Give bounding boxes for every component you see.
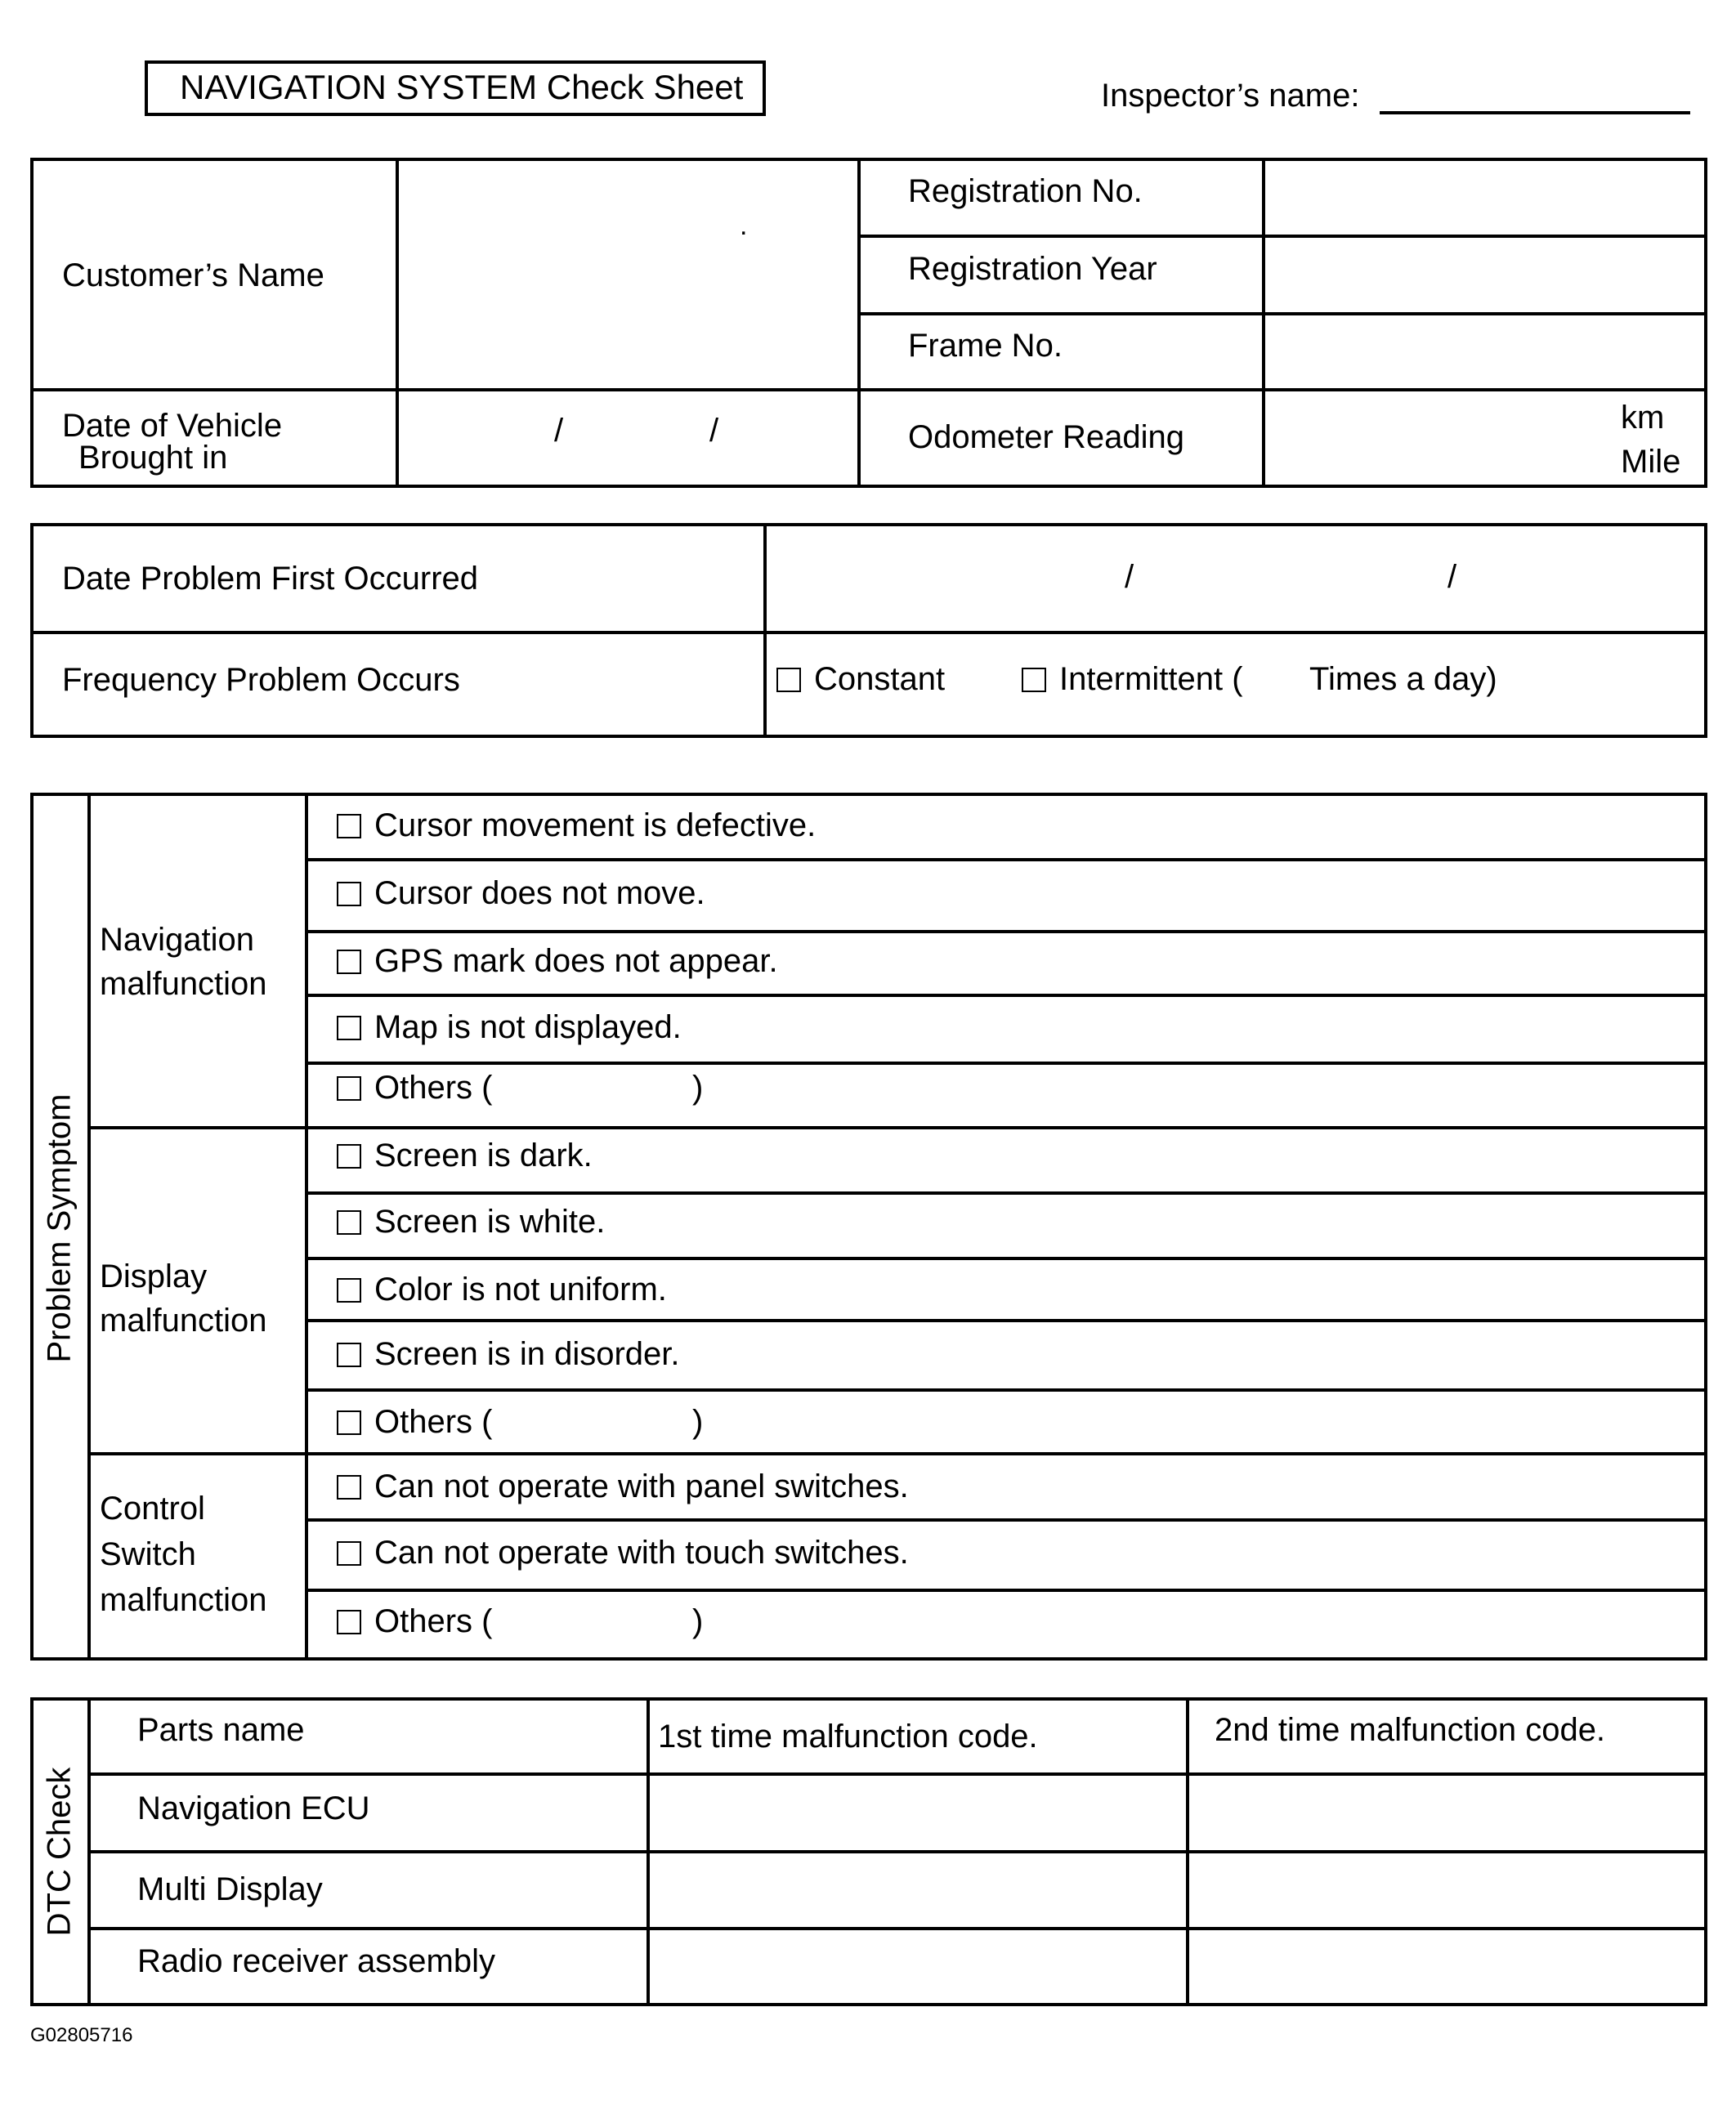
dtc-check-section-label: DTC Check [41, 1767, 78, 1937]
registration-no-label: Registration No. [908, 173, 1143, 209]
second-code-field[interactable] [1191, 1855, 1704, 1924]
dtc-header-first-code: 1st time malfunction code. [658, 1719, 1038, 1755]
others-field[interactable] [507, 1067, 687, 1116]
constant-checkbox[interactable] [776, 668, 801, 692]
frequency-label: Frequency Problem Occurs [62, 662, 460, 698]
control-switch-malfunction-label-3: malfunction [100, 1582, 267, 1618]
symptom-checkbox[interactable] [337, 1610, 361, 1634]
others-close: ) [692, 1404, 704, 1440]
symptom-item: Can not operate with panel switches. [374, 1468, 909, 1504]
symptom-item: Can not operate with touch switches. [374, 1535, 909, 1571]
first-code-field[interactable] [651, 1932, 1183, 2003]
dtc-header-parts-name: Parts name [137, 1712, 305, 1748]
symptom-item: Map is not displayed. [374, 1009, 682, 1045]
others-field[interactable] [507, 1399, 687, 1448]
symptom-checkbox[interactable] [337, 1144, 361, 1169]
customer-name-field[interactable] [400, 163, 854, 385]
symptom-checkbox[interactable] [337, 1475, 361, 1500]
symptom-item: Cursor movement is defective. [374, 807, 817, 843]
symptom-item: GPS mark does not appear. [374, 943, 778, 979]
control-switch-malfunction-label-1: Control [100, 1491, 205, 1527]
symptom-item: Color is not uniform. [374, 1272, 667, 1308]
others-label: Others ( [374, 1603, 493, 1639]
symptom-checkbox[interactable] [337, 1410, 361, 1435]
dtc-part-name: Navigation ECU [137, 1790, 370, 1826]
symptom-checkbox[interactable] [337, 1343, 361, 1367]
odometer-field[interactable] [1267, 393, 1594, 485]
registration-year-label: Registration Year [908, 251, 1157, 287]
intermittent-checkbox[interactable] [1022, 668, 1046, 692]
customer-name-label: Customer’s Name [62, 257, 324, 293]
unit-km: km [1621, 400, 1665, 436]
symptom-checkbox[interactable] [337, 814, 361, 838]
intermittent-label: Intermittent ( [1059, 661, 1243, 697]
first-occurred-separator-1: / [1125, 559, 1134, 595]
symptom-checkbox[interactable] [337, 1278, 361, 1303]
symptom-checkbox[interactable] [337, 882, 361, 906]
symptom-item: Screen is white. [374, 1204, 606, 1240]
navigation-malfunction-label-1: Navigation [100, 922, 255, 958]
symptom-checkbox[interactable] [337, 1541, 361, 1566]
date-brought-field[interactable] [400, 393, 854, 485]
figure-code: G02805716 [30, 2024, 133, 2046]
symptom-checkbox[interactable] [337, 950, 361, 974]
navigation-malfunction-label-2: malfunction [100, 966, 267, 1002]
problem-symptom-table [30, 793, 1707, 1661]
inspector-name-field[interactable] [1380, 111, 1690, 114]
constant-label: Constant [814, 661, 946, 697]
others-close: ) [692, 1603, 704, 1639]
display-malfunction-label-2: malfunction [100, 1303, 267, 1339]
symptom-item: Screen is dark. [374, 1138, 593, 1173]
symptom-checkbox[interactable] [337, 1016, 361, 1040]
odometer-label: Odometer Reading [908, 419, 1184, 455]
frame-no-field[interactable] [1267, 316, 1704, 387]
registration-no-field[interactable] [1267, 163, 1704, 233]
others-label: Others ( [374, 1070, 493, 1106]
symptom-checkbox[interactable] [337, 1210, 361, 1235]
symptom-checkbox[interactable] [337, 1076, 361, 1101]
first-code-field[interactable] [651, 1855, 1183, 1924]
frame-no-label: Frame No. [908, 328, 1063, 364]
others-field[interactable] [507, 1598, 687, 1647]
first-occurred-label: Date Problem First Occurred [62, 561, 479, 597]
others-label: Others ( [374, 1404, 493, 1440]
dtc-header-second-code: 2nd time malfunction code. [1215, 1712, 1606, 1748]
stray-mark: . [740, 210, 748, 241]
second-code-field[interactable] [1191, 1777, 1704, 1847]
first-code-field[interactable] [651, 1777, 1183, 1847]
times-a-day-field[interactable] [1255, 654, 1304, 703]
date-brought-separator-2: / [709, 413, 719, 449]
display-malfunction-label-1: Display [100, 1258, 208, 1294]
second-code-field[interactable] [1191, 1932, 1704, 2003]
first-occurred-separator-2: / [1447, 559, 1457, 595]
others-close: ) [692, 1070, 704, 1106]
registration-year-field[interactable] [1267, 239, 1704, 311]
date-brought-label-line1: Date of Vehicle [62, 408, 283, 444]
symptom-item: Screen is in disorder. [374, 1336, 680, 1372]
problem-symptom-section-label: Problem Symptom [41, 1093, 78, 1363]
symptom-item: Cursor does not move. [374, 875, 705, 911]
inspector-label: Inspector’s name: [1101, 78, 1360, 114]
sheet-title: NAVIGATION SYSTEM Check Sheet [180, 68, 744, 106]
control-switch-malfunction-label-2: Switch [100, 1536, 196, 1572]
date-brought-label-line2: Brought in [78, 440, 228, 476]
date-brought-separator-1: / [554, 413, 564, 449]
times-a-day-label: Times a day) [1309, 661, 1497, 697]
dtc-part-name: Multi Display [137, 1871, 323, 1907]
unit-mile: Mile [1621, 444, 1681, 480]
dtc-part-name: Radio receiver assembly [137, 1943, 495, 1979]
first-occurred-date-field[interactable] [768, 528, 1704, 629]
